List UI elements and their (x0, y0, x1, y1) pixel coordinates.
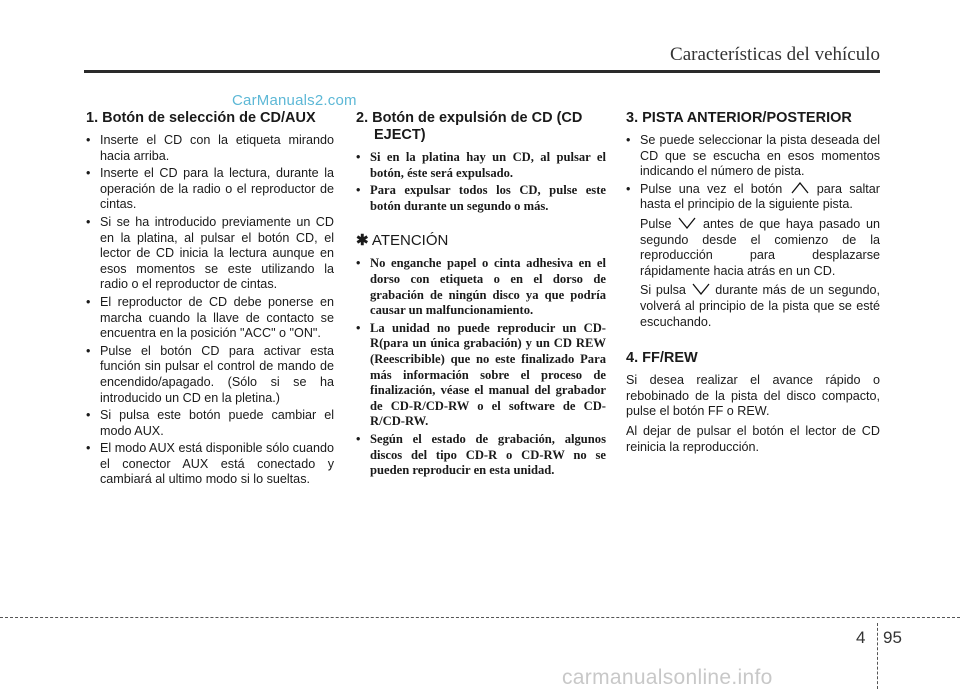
section-title-cd-aux: 1. Botón de selección de CD/AUX (86, 110, 316, 126)
list-item: • Según el estado de grabación, algunos discos del tipo CD-R o CD-RW no se pueden reproducir en esta unidad. (356, 431, 606, 478)
column-track (626, 110, 880, 459)
attention-heading (356, 232, 606, 250)
list-item: • El reproductor de CD debe ponerse en marcha cuando la llave de contacto se encuentra en la posición "ACC" o "ON". (86, 294, 334, 341)
track-up-icon (790, 182, 810, 194)
section-title-ff-rew: 4. FF/REW (626, 350, 698, 367)
list-item: • La unidad no puede reproducir un CD-R(para un única grabación) y un CD REW (Reescribible) que no este finalizado Para más información sobre el proceso de finalización, véase el manual del grabador de CD-R/CD-RW o el software de CD-R/CD-RW. (356, 320, 606, 429)
list-item: • Si se ha introducido previamente un CD en la platina, al pulsar el botón CD, el lector de CD inicia la lectura aunque en esos momentos se este utilizando la radio o el reproductor de cintas. (86, 214, 334, 292)
track-list (626, 133, 880, 330)
list-item: • Si pulsa este botón puede cambiar el modo AUX. (86, 408, 334, 438)
list-item: • El modo AUX está disponible sólo cuando el conector AUX está conectado y cambiará al ultimo modo si lo sueltas. (86, 441, 334, 487)
list-item: • Pulse una vez el botón para saltar hasta el principio de la siguiente pista. Pulse antes de que haya pasado un segundo desde el comienzo de la reproducción para desplazarse rápidamente hacia atrás en un CD. Si pulsa durante más de un segundo, volverá al principio de la pista que se esté escuchando. (626, 181, 881, 329)
list-item: • Inserte el CD con la etiqueta mirando hacia arriba. (86, 133, 334, 163)
cd-aux-list (86, 133, 334, 488)
page-divider (877, 623, 878, 689)
header-rule (84, 70, 880, 73)
list-item: • Inserte el CD para la lectura, durante la operación de la radio o el reproductor de cintas. (86, 166, 334, 212)
watermark-bottom: carmanualsonline.info (562, 666, 773, 689)
track-sub-item: Pulse antes de que haya pasado un segundo desde el comienzo de la reproducción para desplazarse rápidamente hacia atrás en un CD. (640, 216, 880, 278)
list-item: • Si en la platina hay un CD, al pulsar el botón, éste será expulsado. (356, 150, 606, 180)
cd-eject-list (356, 150, 606, 214)
section-title-track: 3. PISTA ANTERIOR/POSTERIOR (626, 110, 852, 126)
asterisk-icon: ✱ (356, 232, 369, 250)
list-item: • Pulse el botón CD para activar esta función sin pulsar el control de mando de encendido/apagado. (Sólo si se ha introducido un CD en la pletina.) (86, 343, 334, 405)
page-number: 95 (883, 628, 902, 647)
header-title: Características del vehículo (670, 44, 880, 65)
track-down-icon (691, 283, 711, 295)
chapter-number: 4 (856, 628, 866, 647)
list-item: • Para expulsar todos los CD, pulse este botón durante un segundo o más. (356, 183, 606, 213)
watermark-top: CarManuals2.com (232, 92, 357, 109)
ff-rew-paragraph: Al dejar de pulsar el botón el lector de CD reinicia la reproducción. (626, 423, 880, 454)
footer-rule (0, 617, 960, 618)
track-down-icon (677, 217, 697, 229)
column-cd-aux (86, 110, 334, 490)
attention-title: ATENCIÓN (371, 232, 449, 250)
list-item: • Se puede seleccionar la pista deseada del CD que se escucha en esos momentos indicando el número de pista. (626, 133, 880, 179)
attention-list (356, 256, 606, 478)
track-sub-item: Si pulsa durante más de un segundo, volverá al principio de la pista que se esté escuchando. (640, 283, 881, 329)
ff-rew-paragraph: Si desea realizar el avance rápido o rebobinado de la pista del disco compacto, pulse el botón FF o REW. (626, 373, 880, 419)
column-cd-eject (356, 110, 606, 481)
list-item: • No enganche papel o cinta adhesiva en el dorso con etiqueta o en el dorso de grabación de ningún disco ya que podría causar un malfuncionamiento. (356, 256, 606, 318)
section-title-cd-eject: 2. Botón de expulsión de CD (CD EJECT) (356, 110, 583, 143)
